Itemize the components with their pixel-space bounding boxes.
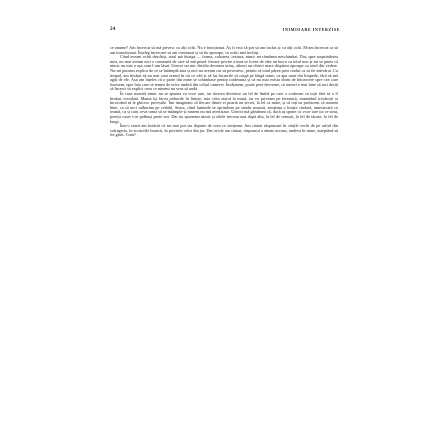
paragraph: Când aveam ochii deschiși, totul mă întriga — forma, culoarea, textura, nimic nu rămânea neschimbat. Dar, spre surprinderea mea, nu mai aveam nici o constantă de care să mă prind: fiecare privire a mea se lovea de câte un lucru cu totul nou și mi se părea că nimic nu mai e așa cum l-am lăsat. Uneori un mic detaliu devenea uriaș, alteori un obiect mare dispărea aproape cu totul din vedere. Nu-mi puteam explica de ce se întâmplă asta și nici nu aveam cui să povestesc, pentru că totul părea prea ciudat ca să fie adevărat. Cu timpul, am învățat să nu mai caut sensul în tot ce văd și să las lucrurile să curgă pe lângă mine, ca apa unui râu limpede, fără să mă agăț de ele. Așa am înțeles că o parte din mine se schimbase pentru totdeauna și că nu mai exista drum de întoarcere spre cea care fusesem, spre fata care se temea de orice umbră din colțul camerei. Învățasem, poate prea devreme, că uneori e mai bine să taci decât să încerci să explici ceea ce nimeni nu vrea să audă. <box>110 54 338 92</box>
page-number: 24 <box>110 27 116 32</box>
running-head: INIMIOARE INTERZISE <box>282 27 340 32</box>
paragraph: ce anume? Am încercat să mă privesc cu alți ochi. Nu e funcționat. Aș fi vrut să pot să am inclus și cu alți ochi. M-am încercat ca să am transformat. Înțeleg încercare să am continuat și să fiu aproape, cu ochii mei închiși. <box>110 45 338 55</box>
paragraph: În casa noastră nimic nu se spunea cu voce tare, iar tăcerea devenise un fel de limbă pe care o vorbeam cu toții fără să o fi învățat vreodată. Mama își făcea treburile în liniște, tata citea ziarul la masă, iar eu priveam pe fereastră, numărând trecătorii și încercând să le ghicesc poveștile. Îmi imaginam că fiecare dintre ei poartă un secret, la fel ca mine, și că toți ne prefacem că suntem bine, ca să nu-i tulburăm pe ceilalți. Seara, când luminile se aprindeau pe strada noastră, simțeam o liniște ciudată, amestecată cu teamă, ca și cum ceva urma să se întâmple și nimeni nu mă avertizase. Uneori mă gândeam că, dacă aș spune cu voce tare tot ce simt, pereții casei s-ar prăbuși peste noi. Dar nu spuneam nimic și zilele treceau una după alta, la fel de cenușii, la fel de tăcute, la fel de lungi. <box>110 90 338 124</box>
paragraph: Într-o seară am hotărât că nu mai pot sta departe de ceea ce simțeam. Am căutat răspunsuri în cărțile vechi de pe raftul din sufragerie, în scrisorile bunicii, în privirile celor din jur. Dar oricât am căutat, răspunsul a rămas ascuns, undeva în mine, așteptând să fie găsit. Cum? <box>110 123 338 138</box>
page-header <box>110 27 340 37</box>
body-text <box>110 46 338 138</box>
